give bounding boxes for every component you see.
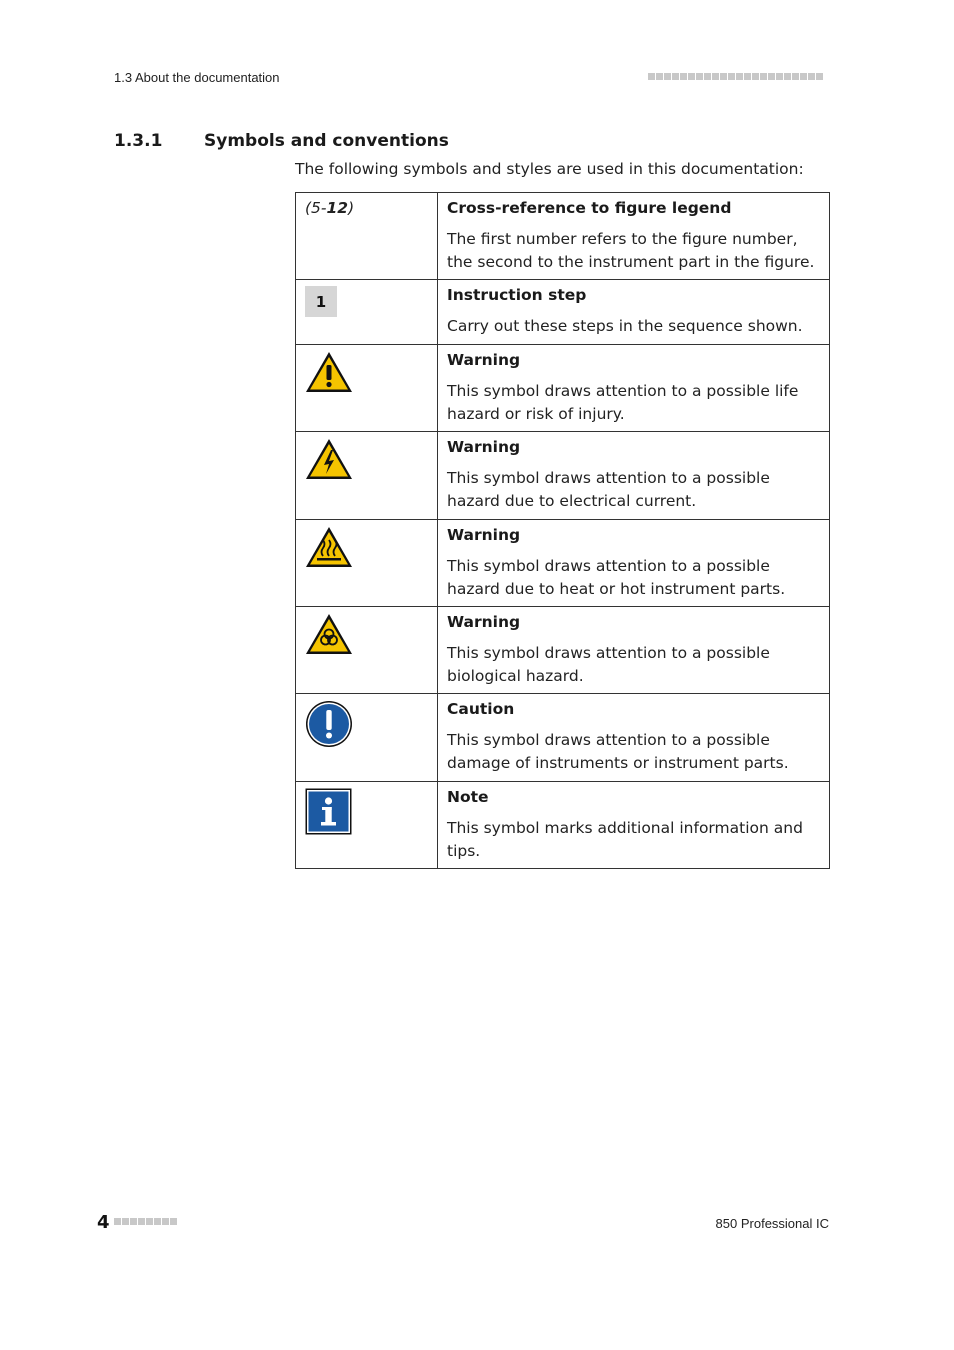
symbol-cell — [296, 432, 438, 520]
table-row — [296, 694, 830, 782]
table-row — [296, 345, 830, 432]
description-cell — [438, 782, 830, 869]
electrical-hazard-icon — [305, 438, 353, 480]
table-row — [296, 193, 830, 280]
biohazard-icon — [305, 613, 353, 655]
row-text: The first number refers to the figure number, the second to the instrument part in the figure. — [447, 230, 815, 271]
row-text: This symbol draws attention to a possible biological hazard. — [447, 644, 770, 685]
table-row — [296, 782, 830, 869]
header-decoration-dots — [648, 73, 823, 80]
footer-decoration-dots — [114, 1218, 177, 1225]
info-icon — [305, 788, 352, 835]
description-cell — [438, 280, 830, 345]
description-cell — [438, 694, 830, 782]
row-title: Warning — [447, 351, 521, 369]
description-cell — [438, 520, 830, 607]
hot-surface-icon — [305, 526, 353, 568]
table-row — [296, 280, 830, 345]
row-title: Caution — [447, 700, 515, 718]
row-text: Carry out these steps in the sequence shown. — [447, 317, 803, 335]
table-row — [296, 432, 830, 520]
symbol-cell — [296, 193, 438, 280]
section-number: 1.3.1 — [114, 131, 163, 151]
description-cell — [438, 432, 830, 520]
section-heading — [114, 131, 449, 151]
description-cell — [438, 345, 830, 432]
cross-reference-sample: (5-12) — [305, 199, 355, 217]
row-text: This symbol draws attention to a possible damage of instruments or instrument parts. — [447, 731, 789, 772]
symbol-cell — [296, 520, 438, 607]
table-row — [296, 607, 830, 694]
symbol-cell — [296, 607, 438, 694]
running-header-section: 1.3 About the documentation — [114, 70, 280, 85]
table-row — [296, 520, 830, 607]
footer-product-name: 850 Professional IC — [715, 1216, 829, 1231]
intro-paragraph: The following symbols and styles are used in this documentation: — [295, 160, 804, 178]
row-title: Warning — [447, 613, 521, 631]
row-title: Instruction step — [447, 286, 587, 304]
section-title: Symbols and conventions — [204, 131, 449, 151]
instruction-step-badge: 1 — [305, 286, 337, 317]
symbols-table — [295, 192, 830, 869]
caution-icon — [305, 700, 353, 748]
general-warning-icon — [305, 351, 353, 393]
row-text: This symbol draws attention to a possible hazard due to heat or hot instrument parts. — [447, 557, 786, 598]
row-text: This symbol marks additional information and tips. — [447, 819, 803, 860]
row-title: Warning — [447, 526, 521, 544]
row-text: This symbol draws attention to a possible hazard due to electrical current. — [447, 469, 770, 510]
description-cell — [438, 607, 830, 694]
row-title: Cross-reference to figure legend — [447, 199, 732, 217]
symbol-cell — [296, 345, 438, 432]
symbol-cell — [296, 280, 438, 345]
page-number: 4 — [97, 1212, 110, 1233]
symbol-cell — [296, 694, 438, 782]
description-cell — [438, 193, 830, 280]
symbol-cell — [296, 782, 438, 869]
row-title: Warning — [447, 438, 521, 456]
row-text: This symbol draws attention to a possible life hazard or risk of injury. — [447, 382, 799, 423]
row-title: Note — [447, 788, 489, 806]
